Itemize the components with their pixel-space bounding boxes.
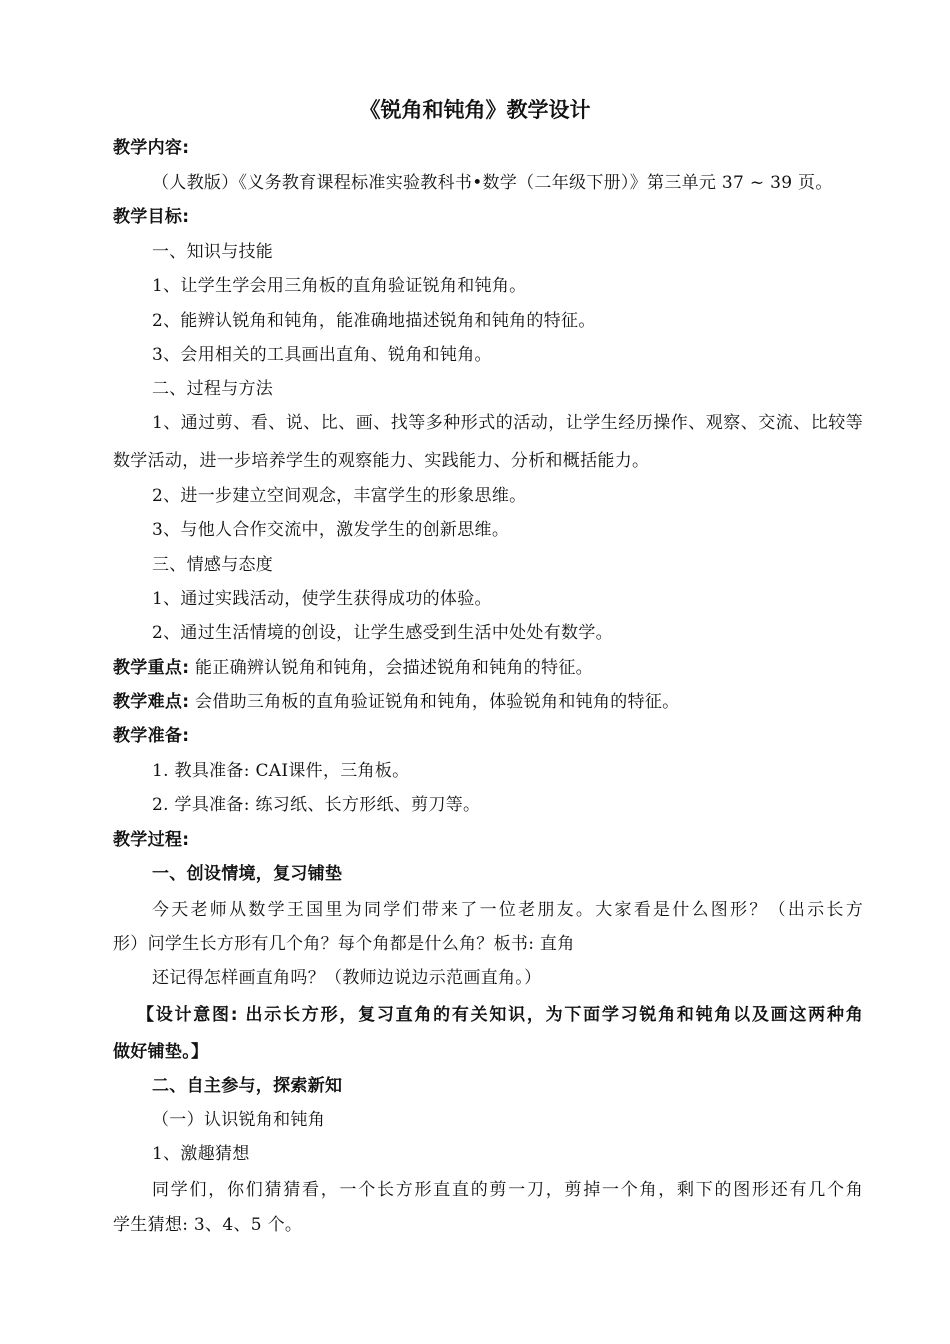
difficult-point-row <box>113 690 863 714</box>
content-heading: 教学内容: <box>113 138 190 158</box>
content-text: （人教版）《义务教育课程标准实验教科书•数学（二年级下册）》第三单元 37 ~ 39 页。 <box>152 173 833 193</box>
goal2-item1-line1: 1、通过剪、看、说、比、画、找等多种形式的活动，让学生经历操作、观察、交流、比较等 <box>152 413 863 433</box>
step2-point: 1、激趣猜想 <box>152 1144 250 1164</box>
process-heading: 教学过程: <box>113 830 190 850</box>
design-intent-line1: 【设计意图: 出示长方形，复习直角的有关知识，为下面学习锐角和钝角以及画这两种角 <box>137 1005 863 1025</box>
goals-heading: 教学目标: <box>113 207 190 227</box>
prep-item: 1. 教具准备: CAI课件，三角板。 <box>152 761 410 781</box>
step2-subtitle: （一）认识锐角和钝角 <box>152 1110 325 1130</box>
key-point-label: 教学重点: <box>113 658 190 678</box>
goal3-title: 三、情感与态度 <box>152 555 274 575</box>
goal2-title: 二、过程与方法 <box>152 379 274 399</box>
goal2-item1-line2: 数学活动，进一步培养学生的观察能力、实践能力、分析和概括能力。 <box>113 451 650 471</box>
key-point-row <box>113 656 863 680</box>
goal1-title: 一、知识与技能 <box>152 242 274 262</box>
design-intent-line2: 做好铺垫。】 <box>113 1042 209 1062</box>
goal1-item: 3、会用相关的工具画出直角、锐角和钝角。 <box>152 345 492 365</box>
step2-para-line2: 学生猜想: 3、4、5 个。 <box>113 1215 303 1235</box>
goal3-item: 2、通过生活情境的创设，让学生感受到生活中处处有数学。 <box>152 623 613 643</box>
step1-para-line1: 今天老师从数学王国里为同学们带来了一位老朋友。大家看是什么图形？（出示长方 <box>152 900 863 920</box>
step2-para-line1: 同学们，你们猜猜看，一个长方形直直的剪一刀，剪掉一个角，剩下的图形还有几个角 <box>152 1180 863 1200</box>
difficult-point-label: 教学难点: <box>113 692 190 712</box>
goal3-item: 1、通过实践活动，使学生获得成功的体验。 <box>152 589 492 609</box>
step2-title: 二、自主参与，探索新知 <box>152 1076 343 1096</box>
goal2-item: 3、与他人合作交流中，激发学生的创新思维。 <box>152 520 510 540</box>
step1-para2: 还记得怎样画直角吗？（教师边说边示范画直角。） <box>152 968 542 988</box>
goal2-item: 2、进一步建立空间观念，丰富学生的形象思维。 <box>152 486 527 506</box>
step1-para-line2: 形）问学生长方形有几个角？每个角都是什么角？板书: 直角 <box>113 934 575 954</box>
prep-item: 2. 学具准备: 练习纸、长方形纸、剪刀等。 <box>152 795 481 815</box>
document-title: 《锐角和钝角》教学设计 <box>359 98 591 122</box>
prep-heading: 教学准备: <box>113 726 190 746</box>
key-point-text: 能正确辨认锐角和钝角，会描述锐角和钝角的特征。 <box>195 658 593 678</box>
step1-title: 一、创设情境，复习铺垫 <box>152 864 343 884</box>
goal1-item: 2、能辨认锐角和钝角，能准确地描述锐角和钝角的特征。 <box>152 311 596 331</box>
difficult-point-text: 会借助三角板的直角验证锐角和钝角，体验锐角和钝角的特征。 <box>195 692 680 712</box>
goal1-item: 1、让学生学会用三角板的直角验证锐角和钝角。 <box>152 276 527 296</box>
